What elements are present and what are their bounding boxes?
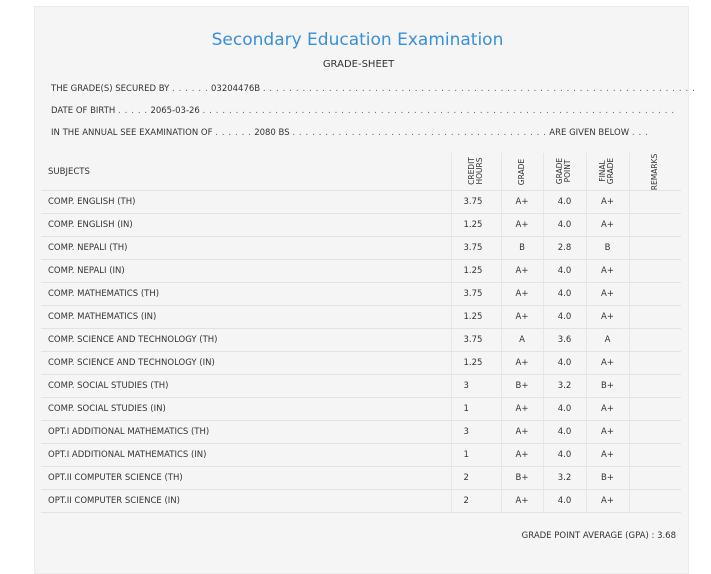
grade-cell: A+ — [501, 421, 543, 444]
table-row — [41, 375, 681, 398]
grade-cell: A+ — [501, 444, 543, 467]
grade-point-cell: 4.0 — [543, 398, 586, 421]
grade-cell: B+ — [501, 467, 543, 490]
remarks-cell — [629, 306, 681, 329]
subject-cell: OPT.I ADDITIONAL MATHEMATICS (IN) — [41, 444, 451, 467]
table-row — [41, 444, 681, 467]
dob-label: DATE OF BIRTH — [51, 106, 116, 116]
remarks-cell — [629, 490, 681, 513]
final-grade-cell: A+ — [586, 260, 629, 283]
final-grade-cell: A+ — [586, 490, 629, 513]
final-grade-cell: A+ — [586, 191, 629, 214]
final-grade-cell: B+ — [586, 467, 629, 490]
grade-point-cell: 4.0 — [543, 191, 586, 214]
grade-point-cell: 4.0 — [543, 490, 586, 513]
remarks-cell — [629, 237, 681, 260]
grade-point-cell: 4.0 — [543, 421, 586, 444]
subject-cell: OPT.II COMPUTER SCIENCE (TH) — [41, 467, 451, 490]
grade-cell: B — [501, 237, 543, 260]
grade-cell: A+ — [501, 352, 543, 375]
table-row — [41, 306, 681, 329]
remarks-cell — [629, 421, 681, 444]
exam-label: IN THE ANNUAL SEE EXAMINATION OF — [51, 128, 213, 138]
table-row — [41, 260, 681, 283]
table-header-row — [41, 153, 681, 191]
grade-point-cell: 4.0 — [543, 214, 586, 237]
remarks-cell — [629, 467, 681, 490]
remarks-cell — [629, 329, 681, 352]
subject-cell: COMP. NEPALI (TH) — [41, 237, 451, 260]
credit-hours-cell: 3.75 — [451, 283, 501, 306]
table-row — [41, 283, 681, 306]
final-grade-cell: A+ — [586, 306, 629, 329]
remarks-cell — [629, 444, 681, 467]
table-row — [41, 352, 681, 375]
credit-hours-cell: 1.25 — [451, 260, 501, 283]
page-title: Secondary Education Examination — [211, 30, 504, 50]
table-row — [41, 467, 681, 490]
table-row — [41, 329, 681, 352]
exam-value: 2080 BS — [254, 128, 290, 138]
subject-cell: COMP. SOCIAL STUDIES (TH) — [41, 375, 451, 398]
grades-table — [41, 153, 681, 513]
credit-hours-cell: 3.75 — [451, 191, 501, 214]
remarks-cell — [629, 260, 681, 283]
grade-cell: A+ — [501, 260, 543, 283]
remarks-cell — [629, 214, 681, 237]
grade-point-cell: 3.6 — [543, 329, 586, 352]
grade-cell: A+ — [501, 214, 543, 237]
subject-cell: COMP. SCIENCE AND TECHNOLOGY (IN) — [41, 352, 451, 375]
credit-hours-cell: 3 — [451, 375, 501, 398]
exam-line: IN THE ANNUAL SEE EXAMINATION OF . . . . . . 2080 BS . . . . . . . . . . . . . . . . . . . . . . . . . . . . . . . . . . . . . . . ARE GIVEN BELOW . . . — [51, 128, 649, 138]
credit-hours-cell: 2 — [451, 490, 501, 513]
table-row — [41, 191, 681, 214]
grade-point-cell: 3.2 — [543, 467, 586, 490]
grade-point-cell: 4.0 — [543, 444, 586, 467]
date-of-birth-line: DATE OF BIRTH . . . . . 2065-03-26 . . . . . . . . . . . . . . . . . . . . . . . . . . . . . . . . . . . . . . . . . . . . . . . . . . . . . . . . . . . . . . . . . . . . . . . . — [51, 106, 675, 116]
table-row — [41, 237, 681, 260]
subject-cell: COMP. ENGLISH (IN) — [41, 214, 451, 237]
grade-cell: A+ — [501, 191, 543, 214]
final-grade-cell: A+ — [586, 352, 629, 375]
credit-hours-cell: 1 — [451, 444, 501, 467]
table-row — [41, 421, 681, 444]
final-grade-cell: B+ — [586, 375, 629, 398]
final-grade-cell: A — [586, 329, 629, 352]
final-grade-cell: A+ — [586, 444, 629, 467]
credit-hours-header: CREDIT HOURS — [451, 153, 501, 191]
subject-cell: COMP. MATHEMATICS (IN) — [41, 306, 451, 329]
final-grade-cell: A+ — [586, 398, 629, 421]
credit-hours-cell: 3.75 — [451, 237, 501, 260]
grade-cell: A+ — [501, 398, 543, 421]
subject-cell: OPT.I ADDITIONAL MATHEMATICS (TH) — [41, 421, 451, 444]
subject-cell: COMP. NEPALI (IN) — [41, 260, 451, 283]
grade-point-cell: 3.2 — [543, 375, 586, 398]
grade-secured-value: 03204476B — [211, 84, 261, 94]
table-row — [41, 398, 681, 421]
remarks-header: REMARKS — [629, 153, 681, 191]
credit-hours-cell: 1.25 — [451, 352, 501, 375]
subject-cell: OPT.II COMPUTER SCIENCE (IN) — [41, 490, 451, 513]
grade-cell: A+ — [501, 283, 543, 306]
credit-hours-cell: 1 — [451, 398, 501, 421]
dob-value: 2065-03-26 — [150, 106, 200, 116]
credit-hours-cell: 3.75 — [451, 329, 501, 352]
final-grade-cell: A+ — [586, 214, 629, 237]
grade-point-cell: 4.0 — [543, 306, 586, 329]
grade-sheet-heading: GRADE-SHEET — [322, 59, 395, 70]
subject-cell: COMP. SOCIAL STUDIES (IN) — [41, 398, 451, 421]
grade-point-cell: 4.0 — [543, 352, 586, 375]
final-grade-cell: B — [586, 237, 629, 260]
gpa-label: GRADE POINT AVERAGE (GPA) : — [521, 531, 655, 541]
table-row — [41, 214, 681, 237]
subject-cell: COMP. MATHEMATICS (TH) — [41, 283, 451, 306]
subject-cell: COMP. ENGLISH (TH) — [41, 191, 451, 214]
credit-hours-cell: 1.25 — [451, 214, 501, 237]
table-row — [41, 490, 681, 513]
grade-cell: A+ — [501, 306, 543, 329]
grade-point-cell: 4.0 — [543, 260, 586, 283]
grade-point-cell: 4.0 — [543, 283, 586, 306]
remarks-cell — [629, 283, 681, 306]
remarks-cell — [629, 398, 681, 421]
final-grade-cell: A+ — [586, 283, 629, 306]
credit-hours-cell: 3 — [451, 421, 501, 444]
remarks-cell — [629, 191, 681, 214]
grade-header: GRADE — [501, 153, 543, 191]
final-grade-header: FINAL GRADE — [586, 153, 629, 191]
credit-hours-cell: 1.25 — [451, 306, 501, 329]
credit-hours-cell: 2 — [451, 467, 501, 490]
grade-secured-line: THE GRADE(S) SECURED BY . . . . . . 03204476B . . . . . . . . . . . . . . . . . . . . . . . . . . . . . . . . . . . . . . . . . . . . . . . . . . . . . . . . . . . . . . . . . . — [51, 84, 696, 94]
grade-cell: A+ — [501, 490, 543, 513]
final-grade-cell: A+ — [586, 421, 629, 444]
grade-cell: B+ — [501, 375, 543, 398]
grade-secured-label: THE GRADE(S) SECURED BY — [51, 84, 170, 94]
grade-point-header: GRADE POINT — [543, 153, 586, 191]
grade-point-cell: 2.8 — [543, 237, 586, 260]
gpa-summary — [522, 531, 676, 541]
exam-suffix: ARE GIVEN BELOW — [549, 128, 630, 138]
remarks-cell — [629, 375, 681, 398]
gpa-value: 3.68 — [657, 531, 676, 541]
grade-cell: A — [501, 329, 543, 352]
subjects-header: SUBJECTS — [41, 153, 451, 191]
remarks-cell — [629, 352, 681, 375]
subject-cell: COMP. SCIENCE AND TECHNOLOGY (TH) — [41, 329, 451, 352]
